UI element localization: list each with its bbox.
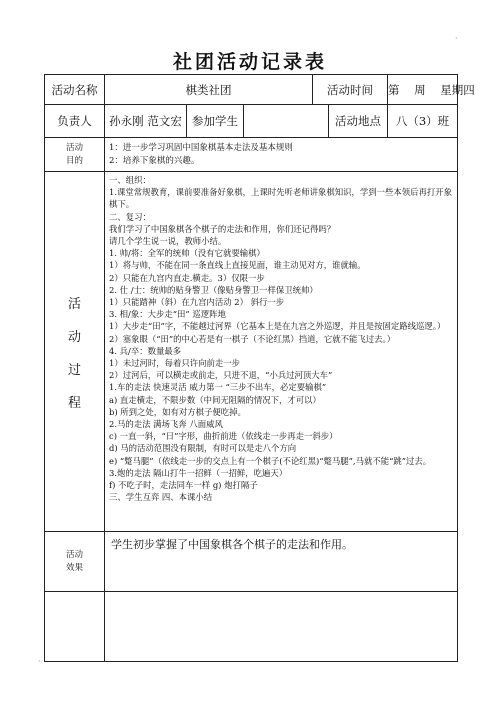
process-line: 2）只能在九宫内直走.横走。3）仅限一步 bbox=[109, 272, 265, 283]
process-label-char: 程 bbox=[67, 395, 81, 411]
process-row bbox=[45, 172, 458, 532]
activity-time-value: 第 周 星期四 bbox=[388, 75, 458, 105]
process-line: 1.课堂常规教育，课前要准备好象棋，上课时先听老师讲象棋知识，学到一些本领后再打开象棋下。 bbox=[109, 187, 452, 210]
process-line: 3.炮的走法 隔山打牛一招鲜（一招鲜，吃遍天） bbox=[109, 467, 288, 478]
process-line: e) “蹩马腿”（依线走一步的交点上有一个棋子(不论红黑)“蹩马腿”,马就不能“跳”过去。 bbox=[109, 455, 432, 466]
process-line: f) 不吃子时，走法同车一样 g) 炮打隔子 bbox=[109, 480, 258, 491]
blank-label-cell bbox=[45, 592, 105, 662]
participants-label: 参加学生 bbox=[187, 105, 244, 138]
goal-line: 2：培养下象棋的兴趣。 bbox=[109, 155, 200, 166]
process-line: 1）大步走“田”字，不能越过河界（它基本上是在九宫之外巡逻，并且是按固定路线巡逻。） bbox=[109, 321, 446, 332]
place-value: 八（3）班 bbox=[388, 105, 458, 138]
process-line: 1. 帅/将：全军的统帅（没有它就要输棋） bbox=[109, 248, 265, 259]
place-label: 活动地点 bbox=[329, 105, 388, 138]
process-line: d) 马的活动范围没有限制，有时可以是走八个方向 bbox=[109, 443, 297, 454]
process-line: 1.车的走法 快速灵活 威力第一 “三步不出车，必定要输棋” bbox=[109, 382, 327, 393]
process-line: 1）未过河时，每着只许向前走一步 bbox=[109, 358, 240, 369]
process-line: 请几个学生说一说，教师小结。 bbox=[109, 236, 227, 247]
effect-label-line1: 活动 bbox=[65, 549, 83, 560]
header-row-activity bbox=[45, 75, 458, 105]
goals-label bbox=[45, 138, 105, 172]
process-line: 1）将与帅，不能在同一条直线上直接见面，谁主动见对方，谁就输。 bbox=[109, 260, 366, 271]
effect-label bbox=[45, 532, 105, 592]
process-line: 三、学生互弈 四、本课小结 bbox=[109, 492, 213, 503]
leader-value: 孙永刚 范文宏 bbox=[105, 105, 187, 138]
activity-time-label: 活动时间 bbox=[313, 75, 388, 105]
process-label-char: 动 bbox=[67, 329, 81, 345]
leader-label: 负责人 bbox=[45, 105, 105, 138]
goals-content bbox=[105, 138, 458, 172]
participants-value bbox=[244, 105, 329, 138]
corner-mark-top: · bbox=[455, 34, 458, 43]
corner-mark-bottom: · bbox=[38, 657, 41, 666]
blank-content-cell bbox=[105, 592, 458, 662]
goal-line: 1：进一步学习巩固中国象棋基本走法及基本规则 bbox=[109, 143, 293, 153]
process-line: 3. 相/象：大步走“田” 巡逻阵地 bbox=[109, 309, 226, 320]
process-line: 2）塞象眼（“田”的中心若是有一棋子（不论红黑）挡道，它就不能飞过去。） bbox=[109, 333, 396, 344]
process-label-char: 过 bbox=[67, 362, 81, 378]
process-line: a) 直走横走，不限步数（中间无阻隔的情况下，才可以） bbox=[109, 394, 321, 405]
process-line: 我们学习了中国象棋各个棋子的走法和作用，你们还记得吗？ bbox=[109, 223, 336, 234]
record-table bbox=[44, 74, 475, 662]
header-row-leader bbox=[45, 105, 458, 138]
process-line: 一、组织： bbox=[109, 175, 151, 185]
page-title: 社团活动记录表 bbox=[172, 51, 327, 73]
process-label bbox=[45, 172, 105, 532]
process-line: 4. 兵/卒：数量最多 bbox=[109, 345, 182, 356]
process-line: 1）只能踏神（斜）在九宫内活动 2） 斜行一步 bbox=[109, 297, 285, 308]
process-line: 二、复习： bbox=[109, 211, 151, 222]
process-label-char: 活 bbox=[67, 296, 81, 312]
goals-label-line1: 活动 bbox=[65, 142, 83, 153]
effect-label-line2: 效果 bbox=[65, 562, 83, 573]
process-line: 2. 仕 /士：统帅的贴身警卫（像贴身警卫一样保卫统帅） bbox=[109, 284, 318, 295]
activity-name-label: 活动名称 bbox=[45, 75, 105, 105]
process-line: c) 一直一斜，“日”字形，曲折前进（依线走一步再走一斜步） bbox=[109, 431, 338, 442]
blank-row bbox=[45, 592, 458, 662]
goals-row bbox=[45, 138, 458, 172]
process-line: b) 所到之处，如有对方棋子便吃掉。 bbox=[109, 406, 246, 417]
process-content bbox=[105, 172, 458, 532]
effect-row bbox=[45, 532, 458, 592]
process-line: 2）过河后，可以横走或前走，只进不退，“小兵过河顶大车” bbox=[109, 370, 333, 381]
process-line: 2.马的走法 满场飞奔 八面威风 bbox=[109, 419, 223, 430]
effect-content: 学生初步掌握了中国象棋各个棋子的走法和作用。 bbox=[105, 532, 458, 592]
goals-label-line2: 目的 bbox=[65, 155, 83, 166]
activity-name-value: 棋类社团 bbox=[105, 75, 313, 105]
